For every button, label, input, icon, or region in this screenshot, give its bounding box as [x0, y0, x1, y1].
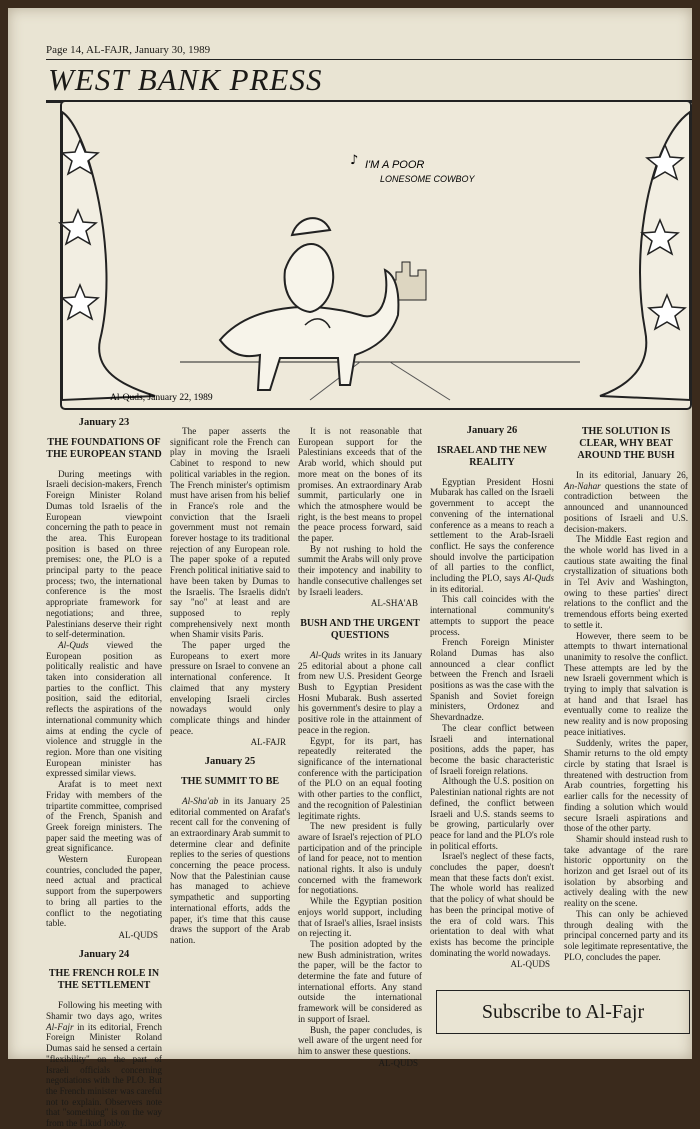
section-masthead: WEST BANK PRESS	[48, 62, 323, 97]
article-paragraph: It is not reasonable that European support for the Palestinians exceeds that of the Arab world, which should put more meat on the bones of its promises. An extraordinary Arab summit, particularly one in which the atmosphere would be right, is the best means to propel the peace process forward, said the paper.	[298, 426, 422, 544]
article-headline: THE FRENCH ROLE IN THE SETTLEMENT	[48, 968, 160, 992]
article-paragraph: During meetings with Israeli decision-makers, French Foreign Minister Roland Dumas told Israelis of the European viewpoint concerning the path to peace in the area. This European position is based on three premises: one, the PLO is a principal party to the peace process; two, the international conference is the most appropriate framework for negotiations; and three, Palestinians deserve their right to self-determination.	[46, 468, 162, 640]
paragraph-text: questions the state of contradiction between the announced and unannounced positions of Israeli and U.S. decision-makers.	[564, 480, 688, 534]
article-paragraph: Egypt, for its part, has repeatedly reiterated the significance of the international conference with the participation of the PLO on an equal footing with other parties to the conflict, and the recognition of Palestinian legitimate rights.	[298, 735, 422, 821]
article-paragraph: Bush, the paper concludes, is well aware of the urgent need for him to answer these questions.	[298, 1024, 422, 1056]
article-source: AL-FAJR	[250, 737, 286, 748]
article-paragraph: The position adopted by the new Bush administration, writes the paper, will be the factor to determine the fate and future of international efforts. Any stand outside the international framework will be considered as in support of Israel.	[298, 938, 422, 1024]
article-headline: THE FOUNDATIONS OF THE EUROPEAN STAND	[46, 436, 162, 460]
article-paragraph	[170, 796, 290, 946]
article-headline: BUSH AND THE URGENT QUESTIONS	[300, 617, 420, 641]
article-paragraph: The paper urged the Europeans to exert more pressure on Israel to convene an international conference. It claimed that any mystery enveloping Israeli circles nowadays would only complicate things and hinder peace.	[170, 640, 290, 736]
editorial-cartoon	[60, 100, 692, 410]
paper-name: Al-Quds	[58, 639, 89, 650]
article-paragraph: Western European countries, concluded the paper, need actual and practical support from the superpowers to bring all parties to the conflict to the negotiating table.	[46, 854, 162, 929]
newspaper-page	[8, 8, 692, 1129]
song-line-2: LONESOME COWBOY	[380, 174, 475, 184]
article-date: January 26	[466, 425, 518, 436]
paper-name: Al-Quds	[310, 649, 341, 660]
article-paragraph: The Middle East region and the whole world has lived in a cautious state awaiting the final crystallization of situations both in Tel Aviv and Washington, owing to these parties' direct relations to the conflict and the tremendous efforts being exerted to settle it.	[564, 534, 688, 630]
paper-name: Al-Fajr	[46, 1021, 74, 1032]
article-headline: THE SUMMIT TO BE	[180, 775, 280, 787]
article-paragraph: By not rushing to hold the summit the Arabs will only prove their impotency and inability to handle consecutive challenges set by Israeli leaders.	[298, 543, 422, 597]
article-paragraph: Although the U.S. position on Palestinian national rights are not defined, the conflict between Israeli and U.S. stands seems to be growing, particularly over peace for land and the PLO's role in political efforts.	[430, 776, 554, 851]
subscribe-banner[interactable]: Subscribe to Al-Fajr	[436, 990, 690, 1034]
article-date: January 24	[78, 948, 130, 960]
paragraph-text: Following his meeting with Shamir two days ago, writes	[46, 1000, 162, 1022]
article-paragraph: The clear conflict between Israeli and international positions, adds the paper, has become the basic characteristic of Israeli foreign relations.	[430, 722, 554, 776]
paragraph-text: in its editorial, French Foreign Minister Roland Dumas said he sensed a certain "flexibility" on the part of Israeli officials concerning negotiations with the PLO. But the French minister was careful not to explain. Observers note that "something" is on the way from the Likud lobby.	[46, 1021, 162, 1129]
paragraph-text: in its editorial.	[430, 583, 484, 594]
article-date: January 25	[204, 756, 256, 768]
article-source: AL-SHA'AB	[370, 598, 418, 609]
column-5	[564, 426, 688, 962]
paragraph-text: in its January 25 editorial commented on Arafat's recent call for the convening of an extraordinary Arab summit to determine clear and definite replies to the series of questions concerning the peace process. Now that the Palestinian cause has managed to achieve sympathetic and supporting international efforts, adds the paper, it's time that this cause draws the support of the Arab nation.	[170, 795, 290, 945]
article-paragraph: This can only be achieved through dealing with the principal concerned party and its sole legitimate representative, the PLO, concludes the paper.	[564, 908, 688, 962]
article-paragraph: Israel's neglect of these facts, concludes the paper, doesn't mean that these facts don't exist. The whole world has realized that the policy of what should be has been the principal motive of the era of cold wars. This orientation to deal with what exists has become the principle dominating the world nowadays.	[430, 851, 554, 958]
article-headline: ISRAEL AND THE NEW REALITY	[436, 444, 548, 468]
article-paragraph	[46, 640, 162, 779]
header-rule-top	[46, 59, 692, 60]
paper-name: Al-Sha'ab	[182, 795, 219, 806]
article-paragraph: The new president is fully aware of Israel's rejection of PLO participation and of the principle of land for peace, not to mention national rights. It also is unduly concerned with the framework for negotiations.	[298, 821, 422, 896]
paper-name: Al-Quds	[523, 573, 555, 584]
article-paragraph: Arafat is to meet next Friday with members of the tripartite committee, comprised of the French, Spanish and Greek foreign ministers. The paper said the meeting was of great significance.	[46, 779, 162, 854]
cartoon-drawing	[60, 100, 692, 410]
article-paragraph: The paper asserts the significant role the French can play in moving the Israeli Cabinet to respond to new political variables in the region. The French minister's optimism must have arisen from his belief in France's role and the conviction that the Israeli government must not remain forever hostage to its traditional rejection of any European role. The paper spoke of a reputed French political initiative said to have been taken by Dumas to the Israelis. The Israelis didn't say "no" at least and are supposed to reply comprehensively next month when Shamir visits Paris.	[170, 426, 290, 640]
article-paragraph: Suddenly, writes the paper, Shamir returns to the old empty circle by stating that Israel is threatened with destruction from Arab countries, forgetting his earlier calls for the necessity of finding a solution which would secure Israeli aspirations and those of the other party.	[564, 737, 688, 834]
cartoon-caption: Al-Quds, January 22, 1989	[110, 393, 213, 403]
article-paragraph: However, there seem to be attempts to thwart international unanimity to resolve the conflict. These attempts are led by the new Israeli government which is trying to imply that salvation is at hand and that Israel has eventually come to realize the new reality and is now proposing peace initiatives.	[564, 630, 688, 737]
article-paragraph	[298, 650, 422, 736]
article-paragraph: French Foreign Minister Roland Dumas has also announced a clear conflict between the French and Israeli positions as was the case with the Spanish and Soviet foreign ministers, Ordonez and Shevardnadze.	[430, 637, 554, 723]
paragraph-text: In its editorial, January 26,	[576, 470, 688, 480]
music-note-icon: ♪	[350, 153, 359, 168]
article-paragraph	[46, 1000, 162, 1128]
song-line-1: I'M A POOR	[365, 159, 425, 171]
column-1	[46, 418, 162, 1129]
column-2	[170, 426, 290, 946]
paragraph-text: Egyptian President Hosni Mubarak has called on the Israeli government to accept the convening of the international conference as a means to reach a settlement to the Arab-Israeli conflict. He says the conference should involve the participation of all parties to the conflict, including the PLO, says	[430, 476, 554, 584]
paper-name: An-Nahar	[564, 480, 601, 491]
paragraph-text: writes in its January 25 editorial about a phone call from new U.S. President George Bush to Egyptian President Hosni Mubarak. Bush asserted his government's desire to play a positive role in the attainment of peace in the region.	[298, 649, 423, 735]
article-date: January 23	[78, 417, 130, 428]
running-head: Page 14, AL-FAJR, January 30, 1989	[46, 44, 211, 56]
article-paragraph: This call coincides with the international community's attempts to support the peace process.	[430, 594, 554, 637]
article-paragraph: Shamir should instead rush to take advantage of the rare historic opportunity on the horizon and get Israel out of its isolation by absorbing and actively dealing with the new reality on the scene.	[564, 833, 688, 909]
cartoon-frame	[61, 101, 691, 409]
article-headline: THE SOLUTION IS CLEAR, WHY BEAT AROUND THE BUSH	[577, 426, 675, 461]
article-source: AL-QUDS	[118, 929, 158, 940]
paragraph-text: viewed the European position as politically realistic and have taken into consideration all parties to the conflict. This position, said the editorial, reflects the aspirations of the international community which aims at ending the cycle of violence and struggle in the region. More than one visiting European minister has expressed similar views.	[46, 639, 162, 779]
article-source: AL-QUDS	[378, 1057, 418, 1068]
article-source: AL-QUDS	[510, 959, 550, 970]
article-paragraph: While the Egyptian position enjoys world support, including that of Israel's allies, Israel insists on rejecting it.	[298, 896, 422, 939]
article-paragraph	[564, 470, 688, 534]
column-3	[298, 426, 422, 1077]
article-paragraph	[430, 477, 554, 595]
column-4	[430, 426, 554, 979]
